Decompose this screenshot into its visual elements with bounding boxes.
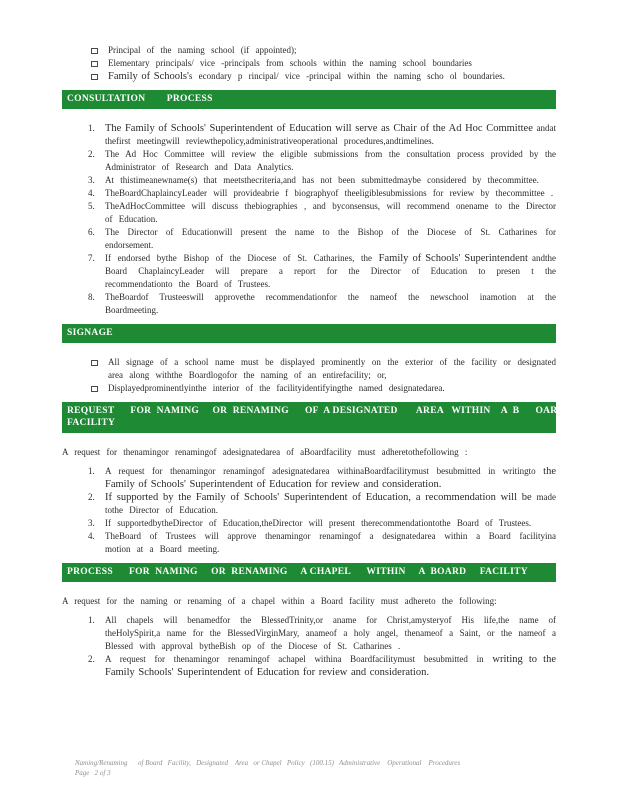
text-run: A request for thenamingor renamingof adesignatedarea withinaBoardfacilitymust besubmitted in writingto [105,466,544,476]
section-header-request-designated-area [62,402,565,433]
list-item-text [105,518,531,528]
list-item [62,491,556,517]
list-item-text [108,45,296,55]
text-run: All chapels will benamedfor the BlessedTrinity,or aname for Christ,amysteryof His life,the name of theHolySpirit,a name for the BlessedVirginMary, anameof a holy angel, thenameof a Saint, or the nameof a Blessed with approval bytheBish op of the Diocese of St. Catharines . [105,615,556,651]
text-run: made tothe Director of Education. [105,492,556,515]
page-footer [75,758,460,778]
list-item [62,465,556,491]
list-item [62,356,556,382]
text-run: The Ad Hoc Committee will review the eligible submissions from the consultation process provided by the Administrator of Research and Data Analytics. [105,149,556,172]
signage-rules-list [62,356,556,395]
section-header-signage [62,324,556,343]
text-run: andat thefirst meetingwill reviewthepolicy,administrativeoperational procedures,andtimelines. [105,123,556,146]
bullet-square-icon [91,74,98,81]
section-header-text: CONSULTATION PROCESS [67,94,213,104]
list-item-text [108,357,556,380]
list-item [62,44,556,57]
list-item [62,187,556,200]
item-number: 5. [88,201,95,211]
item-number: 1. [88,466,95,476]
text-run: Family of Schools' Superintendent [378,253,532,264]
list-item [62,57,556,70]
item-number: 4. [88,188,95,198]
section-header-text: FACILITY [67,418,116,428]
designated-area-steps-list [62,465,556,556]
list-item-text [105,466,556,489]
list-item [62,530,556,556]
text-run: TheAdHocCommittee will discuss thebiographies , and byconsensus, will recommend onename to the Director of Education. [105,201,556,224]
list-item-text [105,149,556,172]
item-number: 2. [88,654,95,664]
footer-policy-title: Naming/Renaming of Board Facility, Designated Area or Chapel Policy (100.15) Administrative Operational Procedures [75,759,461,767]
text-run: If supported by the Family of Schools' Superintendent of Education, a recommendation will be [105,492,537,503]
footer-page-number: Page 2 of 3 [75,769,111,777]
eligible-participants-list [62,44,556,83]
text-run: the Family of Schools' Superintendent of Education for review and consideration. [105,466,556,490]
text-run: TheBoardChaplaincyLeader will provideabrie f biographyof theeligiblesubmissions for review by thecommittee . [105,188,554,198]
item-number: 7. [88,253,95,263]
list-item-text [108,71,505,81]
text-run: If endorsed bythe Bishop of the Diocese of St. Catharines, the [105,253,379,263]
text-run: writing to the Family Schools' Superintendent of Education for review and consideration. [105,654,556,678]
text-run: The Director of Educationwill present the name to the Bishop of the Diocese of St. Catharines for endorsement. [105,227,556,250]
item-number: 2. [88,492,95,502]
item-number: 6. [88,227,95,237]
text-run: Family of Schools' [108,71,189,82]
item-number: 8. [88,292,95,302]
item-number: 2. [88,149,95,159]
list-item-text [105,253,556,289]
list-item-text [105,123,556,146]
section-header-consultation-process [62,90,556,109]
text-run: At thistimeanewname(s) that meetsthecriteria,and has not been submittedmaybe considered by thecommittee. [105,175,539,185]
list-item-text [105,175,539,185]
text-run: If supportedbytheDirector of Education,theDirector will present therecommendationtothe Board of Trustees. [105,518,532,528]
section-header-text: SIGNAGE [67,328,113,338]
bullet-square-icon [91,360,98,367]
paragraph-designated-area-intro: A request for thenamingor renamingof adesignatedarea of aBoardfacility must adheretothefollowing : [62,447,468,457]
list-item [62,614,556,653]
list-item [62,382,556,395]
text-run: A request for thenamingor renamingof achapel withina Boardfacilitymust besubmitted in [105,654,493,664]
list-item-text [105,292,556,315]
text-run: andthe Board ChaplaincyLeader will prepare a report for the Director of Education to presen t the recommendationto the Board of Trustees. [105,253,556,289]
text-run: Elementary principals/ vice -principals from schools within the naming school boundaries [108,58,472,68]
text-run: All signage of a school name must be displayed prominently on the exterior of the facility or designated area along withthe Boardlogofor the naming of an entirefacility; or, [108,357,556,380]
list-item [62,122,556,148]
text-run: TheBoard of Trustees will approve thenamingor renamingof a designatedarea within a Board facilityina motion at a Board meeting. [105,531,556,554]
text-run: TheBoardof Trusteeswill approvethe recommendationfor the nameof the newschool inamotion at the Boardmeeting. [105,292,556,315]
list-item-text [105,531,556,554]
section-header-text: REQUEST FOR NAMING OR RENAMING OF A DESIGNATED AREA WITHIN A B OARD [67,406,565,416]
text-run: The Family of Schools' Superintendent of Education will serve as Chair of the Ad Hoc Committee [105,123,537,134]
item-number: 4. [88,531,95,541]
list-item-text [105,654,556,677]
list-item [62,252,556,291]
text-run: s econdary p rincipal/ vice -principal within the naming scho ol boundaries. [188,71,505,81]
item-number: 1. [88,615,95,625]
list-item-text [105,188,553,198]
consultation-process-steps-list [62,122,556,317]
list-item-text [105,615,556,651]
list-item [62,517,556,530]
text-run: Principal of the naming school (if appointed); [108,45,297,55]
list-item-text [108,383,445,393]
chapel-steps-list [62,614,556,679]
list-item [62,226,556,252]
list-item [62,653,556,679]
item-number: 1. [88,123,95,133]
list-item [62,291,556,317]
list-item [62,200,556,226]
list-item-text [105,227,556,250]
bullet-square-icon [91,386,98,393]
list-item [62,148,556,174]
item-number: 3. [88,518,95,528]
text-run: Displayedprominentlyinthe interior of the facilityidentifyingthe named designatedarea. [108,383,445,393]
list-item-text [105,201,556,224]
bullet-square-icon [91,48,98,55]
paragraph-chapel-intro: A request for the naming or renaming of a chapel within a Board facility must adhereto the following: [62,596,497,606]
bullet-square-icon [91,61,98,68]
list-item-text [105,492,556,515]
list-item [62,174,556,187]
section-header-text: PROCESS FOR NAMING OR RENAMING A CHAPEL WITHIN A BOARD FACILITY [67,567,528,577]
item-number: 3. [88,175,95,185]
list-item-text [108,58,472,68]
list-item [62,70,556,83]
section-header-process-chapel [62,563,556,582]
